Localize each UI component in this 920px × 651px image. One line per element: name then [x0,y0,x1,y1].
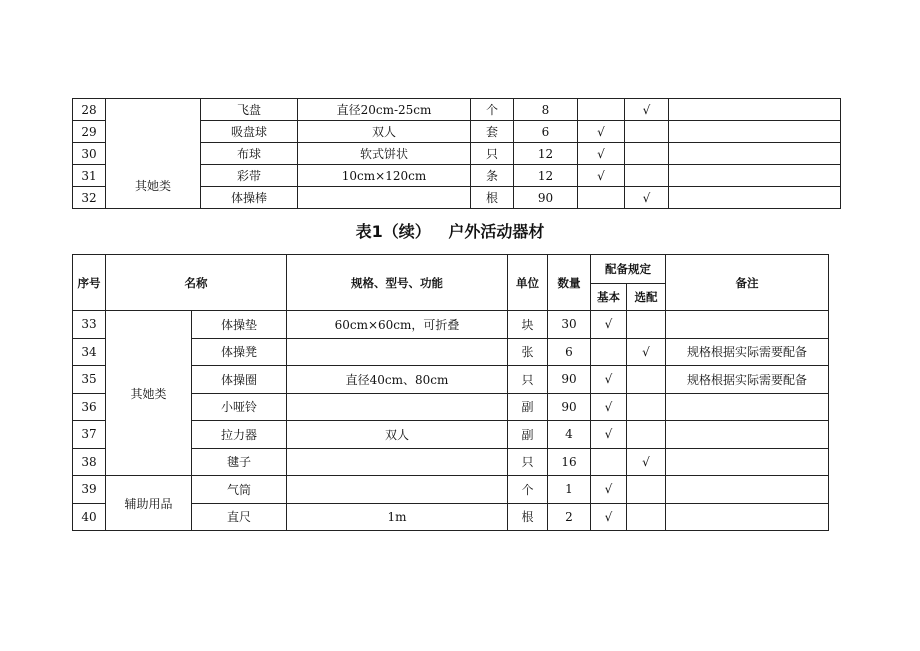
optional-check: √ [625,99,669,121]
item-name: 体操垫 [192,311,287,339]
item-spec [287,393,508,421]
item-note [669,187,841,209]
item-qty: 30 [548,311,591,339]
basic-check: √ [591,311,627,339]
item-qty: 90 [548,366,591,394]
basic-check: √ [591,476,627,504]
optional-check [625,143,669,165]
header-row [73,255,829,284]
item-spec: 直径20cm-25cm [298,99,471,121]
row-number: 28 [73,99,106,121]
item-unit: 只 [471,143,514,165]
row-number: 40 [73,503,106,531]
row-number: 34 [73,338,106,366]
item-unit: 个 [471,99,514,121]
item-note [669,121,841,143]
item-qty: 6 [548,338,591,366]
item-spec: 直径40cm、80cm [287,366,508,394]
header-name: 名称 [106,255,287,311]
item-unit: 块 [508,311,548,339]
basic-check: √ [578,121,625,143]
category-cell: 辅助用品 [106,476,192,531]
row-number: 33 [73,311,106,339]
item-name: 毽子 [192,448,287,476]
item-spec: 60cm×60cm，可折叠 [287,311,508,339]
table-title-text: 户外活动器材 [448,222,545,241]
item-spec: 双人 [287,421,508,449]
optional-check: √ [627,448,666,476]
item-unit: 条 [471,165,514,187]
row-number: 29 [73,121,106,143]
item-unit: 套 [471,121,514,143]
item-name: 布球 [201,143,298,165]
basic-check: √ [591,366,627,394]
item-qty: 12 [514,165,578,187]
optional-check: √ [627,338,666,366]
item-unit: 根 [508,503,548,531]
basic-check [578,187,625,209]
item-spec [298,187,471,209]
row-number: 32 [73,187,106,209]
item-name: 体操凳 [192,338,287,366]
item-note [666,393,829,421]
header-spec: 规格、型号、功能 [287,255,508,311]
basic-check: √ [578,165,625,187]
table-row [73,476,829,504]
optional-check [625,165,669,187]
header-config: 配备规定 [591,255,666,284]
optional-check [627,393,666,421]
item-name: 直尺 [192,503,287,531]
item-note [666,448,829,476]
header-note: 备注 [666,255,829,311]
basic-check: √ [578,143,625,165]
header-unit: 单位 [508,255,548,311]
item-qty: 6 [514,121,578,143]
item-unit: 根 [471,187,514,209]
item-unit: 只 [508,448,548,476]
item-spec [287,338,508,366]
row-number: 37 [73,421,106,449]
table-row [73,311,829,339]
item-unit: 副 [508,393,548,421]
item-name: 飞盘 [201,99,298,121]
item-note: 规格根据实际需要配备 [666,338,829,366]
item-note [666,311,829,339]
row-number: 36 [73,393,106,421]
item-note [669,143,841,165]
item-qty: 4 [548,421,591,449]
row-number: 35 [73,366,106,394]
equipment-table [72,254,829,531]
item-name: 拉力器 [192,421,287,449]
item-qty: 90 [548,393,591,421]
table-title-label: 表1（续） [355,222,431,241]
item-note [666,421,829,449]
basic-check: √ [591,503,627,531]
optional-check: √ [625,187,669,209]
optional-check [625,121,669,143]
item-name: 小哑铃 [192,393,287,421]
item-name: 气筒 [192,476,287,504]
table-title [0,219,900,242]
item-unit: 副 [508,421,548,449]
item-spec: 软式饼状 [298,143,471,165]
basic-check [591,448,627,476]
item-spec [287,448,508,476]
item-name: 体操圈 [192,366,287,394]
item-name: 体操棒 [201,187,298,209]
row-number: 31 [73,165,106,187]
header-optional: 选配 [627,284,666,311]
row-number: 38 [73,448,106,476]
item-note: 规格根据实际需要配备 [666,366,829,394]
optional-check [627,421,666,449]
equipment-table-continued [72,98,841,209]
item-note [669,165,841,187]
row-number: 39 [73,476,106,504]
table-row [73,99,841,121]
item-note [669,99,841,121]
optional-check [627,503,666,531]
basic-check: √ [591,393,627,421]
basic-check [591,338,627,366]
item-unit: 个 [508,476,548,504]
item-name: 彩带 [201,165,298,187]
item-qty: 90 [514,187,578,209]
optional-check [627,476,666,504]
header-basic: 基本 [591,284,627,311]
item-qty: 1 [548,476,591,504]
optional-check [627,311,666,339]
item-note [666,503,829,531]
item-spec: 双人 [298,121,471,143]
item-qty: 16 [548,448,591,476]
basic-check: √ [591,421,627,449]
item-qty: 2 [548,503,591,531]
category-cell: 其她类 [106,311,192,476]
item-qty: 12 [514,143,578,165]
header-qty: 数量 [548,255,591,311]
header-number: 序号 [73,255,106,311]
row-number: 30 [73,143,106,165]
item-spec: 1m [287,503,508,531]
item-qty: 8 [514,99,578,121]
category-cell: 其她类 [106,99,201,209]
item-spec [287,476,508,504]
item-unit: 只 [508,366,548,394]
optional-check [627,366,666,394]
item-spec: 10cm×120cm [298,165,471,187]
item-note [666,476,829,504]
basic-check [578,99,625,121]
item-name: 吸盘球 [201,121,298,143]
item-unit: 张 [508,338,548,366]
